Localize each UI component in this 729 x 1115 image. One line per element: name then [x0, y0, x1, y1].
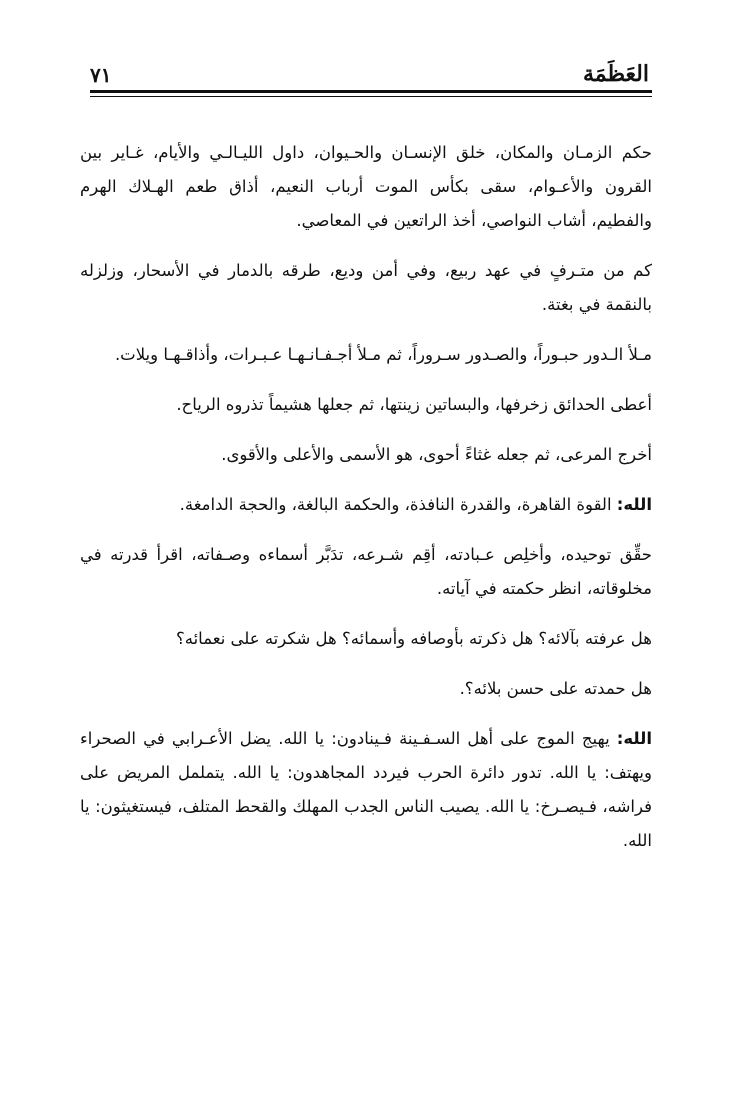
page-number: ٧١: [90, 63, 112, 87]
paragraph-text: حقِّق توحيده، وأخلِص عـبادته، أقِم شـرعه، تدَبَّر أسماءه وصـفاته، اقرأ قدرته في مخلوقاته، انظر حكمته في آياته.: [80, 545, 652, 598]
paragraph-lead: الله:: [616, 729, 652, 748]
paragraph: [80, 622, 652, 656]
paragraph-text: أخرج المرعى، ثم جعله غثاءً أحوى، هو الأسمى والأعلى والأقوى.: [221, 445, 652, 464]
paragraph: [80, 338, 652, 372]
header-rule-thin: [90, 96, 652, 97]
paragraph: [80, 722, 652, 858]
paragraph-text: مـلأ الـدور حبـوراً، والصـدور سـروراً، ثم مـلأ أجـفـانـهـا عـبـرات، وأذاقـهـا ويلات.: [114, 345, 652, 364]
paragraph: [80, 136, 652, 238]
header-rule-thick: [90, 90, 652, 93]
paragraph-text: هل حمدته على حسن بلائه؟.: [459, 679, 652, 698]
paragraph: [80, 672, 652, 706]
running-title: العَظَمَة: [583, 61, 649, 87]
paragraph-lead: الله:: [616, 495, 652, 514]
paragraph-text: هل عرفته بآلائه؟ هل ذكرته بأوصافه وأسمائه؟ هل شكرته على نعمائه؟: [175, 629, 652, 648]
paragraph-text: القوة القاهرة، والقدرة النافذة، والحكمة البالغة، والحجة الدامغة.: [179, 495, 617, 514]
paragraph: [80, 538, 652, 606]
paragraph-text: كم من متـرفٍ في عهد ربيع، وفي أمن وديع، طرقه بالدمار في الأسحار، وزلزله بالنقمة في بغتة.: [80, 261, 652, 314]
paragraph: [80, 254, 652, 322]
paragraph: [80, 388, 652, 422]
paragraph: [80, 438, 652, 472]
paragraph-text: حكم الزمـان والمكان، خلق الإنسـان والحـيوان، داول الليـالـي والأيام، غـاير بين القرون والأعـوام، سقى بكأس الموت أرباب النعيم، أذاق طعم الهـلاك الهرم والفطيم، أشاب النواصي، أخذ الراتعين في المعاصي.: [80, 143, 652, 230]
page-header: [90, 58, 649, 94]
paragraph: [80, 488, 652, 522]
body-text: [80, 136, 652, 874]
paragraph-text: يهيج الموج على أهل السـفـينة فـينادون: يا الله. يضل الأعـرابي في الصحراء ويهتف: يا الله. تدور دائرة الحرب فيردد المجاهدون: يا الله. يتململ المريض على فراشه، فـيصـرخ: يا الله. يصيب الناس الجدب المهلك والقحط المتلف، فيستغيثون: يا الله.: [80, 729, 652, 850]
paragraph-text: أعطى الحدائق زخرفها، والبساتين زينتها، ثم جعلها هشيماً تذروه الرياح.: [176, 395, 652, 414]
